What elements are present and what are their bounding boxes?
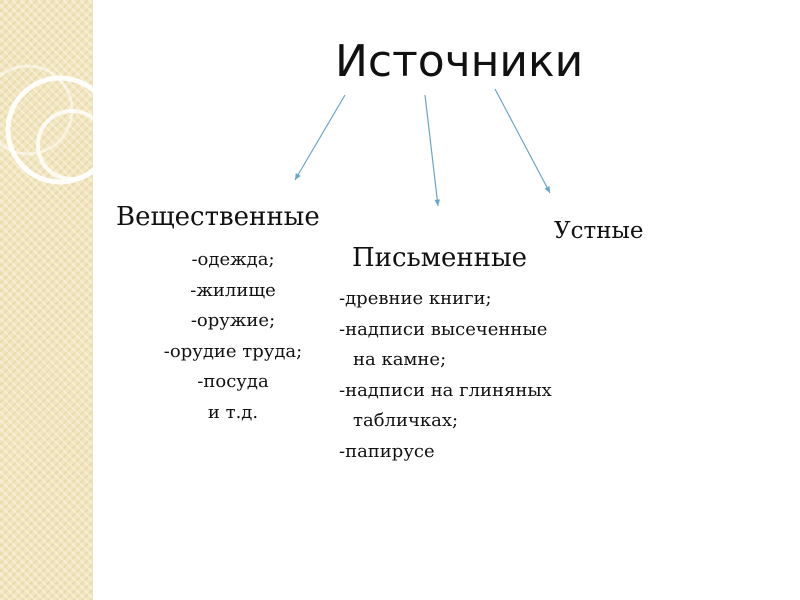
diagram-title: Источники	[335, 36, 584, 87]
list-item: -орудие труда;	[163, 340, 303, 362]
heading-material: Вещественные	[116, 202, 320, 232]
list-item: табличках;	[353, 410, 459, 431]
list-material	[120, 245, 346, 428]
arrow-to-material	[295, 95, 345, 180]
heading-written: Письменные	[352, 243, 528, 273]
list-item: -оружие;	[190, 310, 276, 331]
list-item: -одежда;	[191, 249, 275, 270]
list-item: -древние книги;	[339, 288, 492, 309]
list-item: -жилище	[190, 279, 276, 301]
list-item: -посуда	[197, 371, 269, 392]
list-item: и т.д.	[207, 401, 259, 423]
list-item: -надписи на глиняных	[339, 379, 552, 401]
list-item: -папирусе	[339, 440, 435, 462]
list-item: на камне;	[353, 349, 447, 370]
list-item: -надписи высеченные	[339, 318, 548, 340]
arrow-to-written	[425, 95, 438, 206]
list-written	[339, 284, 639, 467]
heading-oral: Устные	[554, 218, 644, 244]
arrow-to-oral	[495, 89, 550, 193]
